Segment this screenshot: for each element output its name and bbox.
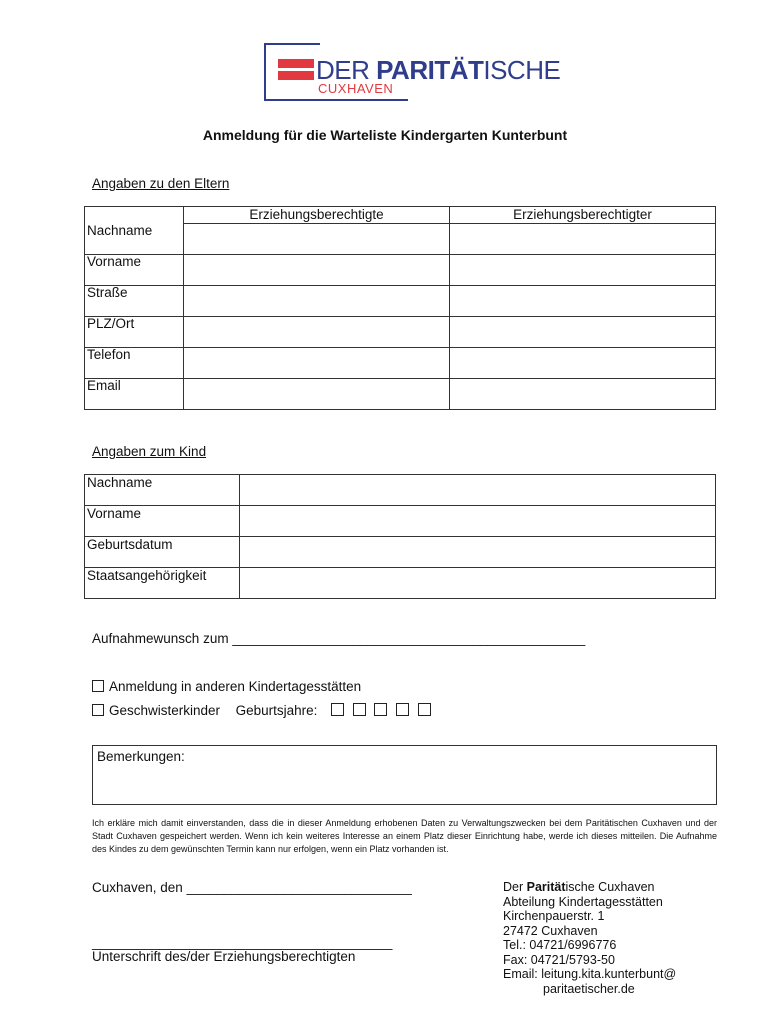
consent-text: Ich erkläre mich damit einverstanden, dass die in dieser Anmeldung erhobenen Daten zu Verwaltungszwecken bei dem Paritätischen Cuxhaven und der Stadt Cuxhaven gespeichert werden. Wenn ich kein weiteres Interesse an einem Platz dieser Einrichtung habe, werde ich dieses mitteilen. Die Aufnahme des Kindes zu dem gewünschten Termin kann nur erfolgen, wenn ein Platz vorhanden ist. <box>92 818 717 854</box>
birth-years-label: Geburtsjahre: <box>235 703 318 718</box>
logo-stripes-icon <box>278 59 314 81</box>
table-row <box>85 286 716 317</box>
guardian-1-email-field[interactable] <box>184 379 450 410</box>
logo-subtitle: CUXHAVEN <box>318 81 394 96</box>
row-label-email: Email <box>85 379 184 410</box>
child-label-firstname: Vorname <box>85 506 240 537</box>
logo-underline <box>264 99 320 101</box>
contact-address <box>503 880 676 996</box>
row-label-phone: Telefon <box>85 348 184 379</box>
address-city: 27472 Cuxhaven <box>503 923 598 938</box>
parents-table <box>84 206 716 410</box>
guardian-2-street-field[interactable] <box>450 286 716 317</box>
row-label-lastname: Nachname <box>85 224 184 255</box>
address-department: Abteilung Kindertagesstätten <box>503 894 663 909</box>
remarks-label: Bemerkungen: <box>97 749 185 764</box>
address-email-domain: paritaetischer.de <box>543 981 635 996</box>
table-row <box>85 537 716 568</box>
child-birthdate-field[interactable] <box>240 537 716 568</box>
guardian-2-lastname-field[interactable] <box>450 224 716 255</box>
guardian-1-firstname-field[interactable] <box>184 255 450 286</box>
logo-name: DER PARITÄTISCHE <box>316 55 561 85</box>
address-org: Der Paritätische Cuxhaven <box>503 880 655 894</box>
birth-year-box-3[interactable] <box>374 703 387 716</box>
table-row <box>85 348 716 379</box>
other-kita-label: Anmeldung in anderen Kindertagesstätten <box>109 679 362 694</box>
address-email: Email: leitung.kita.kunterbunt@ <box>503 967 677 981</box>
logo-subtitle-underline <box>316 99 408 101</box>
siblings-checkbox[interactable] <box>92 704 104 716</box>
child-label-nationality: Staatsangehörigkeit <box>85 568 240 599</box>
address-fax: Fax: 04721/5793-50 <box>503 952 615 967</box>
row-label-city: PLZ/Ort <box>85 317 184 348</box>
table-row <box>85 568 716 599</box>
signature-line[interactable]: ________________________________________ <box>92 935 393 950</box>
guardian-1-street-field[interactable] <box>184 286 450 317</box>
parents-heading: Angaben zu den Eltern <box>92 176 230 191</box>
other-kita-checkbox[interactable] <box>92 680 104 692</box>
child-nationality-field[interactable] <box>240 568 716 599</box>
signature-label: Unterschrift des/der Erziehungsberechtigten <box>92 949 356 964</box>
child-lastname-field[interactable] <box>240 475 716 506</box>
siblings-label: Geschwisterkinder <box>109 703 221 718</box>
paritaetische-logo <box>264 43 561 101</box>
guardian-1-city-field[interactable] <box>184 317 450 348</box>
birth-year-box-1[interactable] <box>331 703 344 716</box>
siblings-option <box>92 703 436 718</box>
table-row <box>85 224 716 255</box>
column-header-guardian-2: Erziehungsberechtigter <box>450 207 716 224</box>
remarks-field[interactable] <box>92 745 717 805</box>
other-kita-option <box>92 679 361 694</box>
address-street: Kirchenpauerstr. 1 <box>503 909 605 923</box>
table-row <box>85 317 716 348</box>
row-label-street: Straße <box>85 286 184 317</box>
row-label-firstname: Vorname <box>85 255 184 286</box>
child-label-birthdate: Geburtsdatum <box>85 537 240 568</box>
guardian-2-city-field[interactable] <box>450 317 716 348</box>
guardian-2-firstname-field[interactable] <box>450 255 716 286</box>
child-heading: Angaben zum Kind <box>92 444 207 459</box>
page-title: Anmeldung für die Warteliste Kindergarten Kunterbunt <box>202 127 568 143</box>
parents-header-row <box>85 207 716 224</box>
birth-year-box-5[interactable] <box>418 703 431 716</box>
child-label-lastname: Nachname <box>85 475 240 506</box>
guardian-2-email-field[interactable] <box>450 379 716 410</box>
guardian-1-phone-field[interactable] <box>184 348 450 379</box>
child-firstname-field[interactable] <box>240 506 716 537</box>
table-row <box>85 255 716 286</box>
table-row <box>85 379 716 410</box>
table-row <box>85 506 716 537</box>
column-header-guardian-1: Erziehungsberechtigte <box>184 207 450 224</box>
table-row <box>85 475 716 506</box>
child-table <box>84 474 716 599</box>
guardian-1-lastname-field[interactable] <box>184 224 450 255</box>
guardian-2-phone-field[interactable] <box>450 348 716 379</box>
place-date-field[interactable]: Cuxhaven, den ______________________________ <box>92 880 412 895</box>
admission-date-field[interactable]: Aufnahmewunsch zum _______________________________________________ <box>92 631 586 646</box>
birth-year-box-4[interactable] <box>396 703 409 716</box>
address-phone: Tel.: 04721/6996776 <box>503 938 617 952</box>
birth-year-box-2[interactable] <box>353 703 366 716</box>
